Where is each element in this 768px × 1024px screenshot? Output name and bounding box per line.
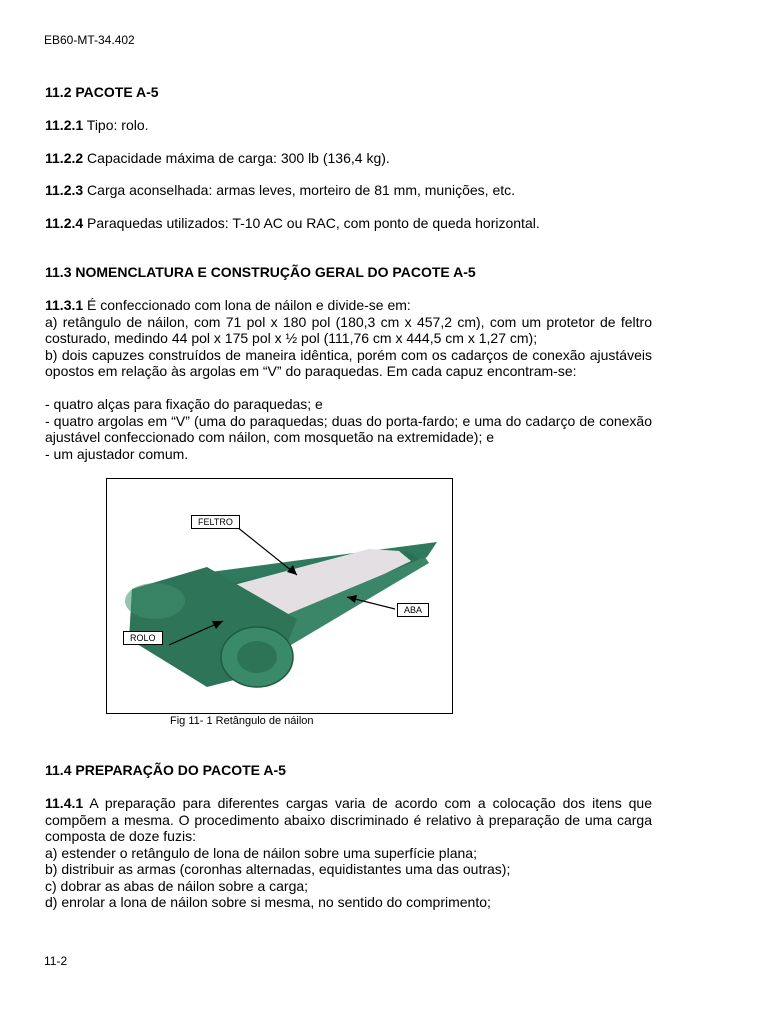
paragraph-11-4-1 [45,795,652,845]
bullet-3: - um ajustador comum. [45,445,189,462]
paragraph-text: Carga aconselhada: armas leves, morteiro de 81 mm, munições, etc. [83,182,516,198]
step-d: d) enrolar a lona de náilon sobre si mesma, no sentido do comprimento; [45,894,491,910]
paragraph-text: A preparação para diferentes cargas varia de acordo com a colocação dos itens que compõem a mesma. O procedimento abaixo discriminado é relativo à preparação de uma carga composta de doze fuzis: [45,795,652,844]
bullet-2: - quatro argolas em “V” (uma do paraquedas; duas do porta-fardo; e uma do cadarço de conexão ajustável confeccionado com náilon, com mosquetão na extremidade); e [45,412,652,445]
step-c: c) dobrar as abas de náilon sobre a carga; [45,877,309,894]
paragraph-number: 11.3.1 [45,297,84,313]
page-number: 11-2 [44,954,68,968]
roll-core [237,641,277,673]
figure-nylon-rectangle [106,478,453,714]
paragraph-text: É confeccionado com lona de náilon e divide-se em: [83,297,411,313]
step-a: a) estender o retângulo de lona de náilon sobre uma superfície plana; [45,844,477,861]
section-11-3-title: 11.3 NOMENCLATURA E CONSTRUÇÃO GERAL DO PACOTE A-5 [45,264,476,280]
nylon-roll-illustration [107,479,452,713]
document-code: EB60-MT-34.402 [44,33,135,47]
paragraph-text: Paraquedas utilizados: T-10 AC ou RAC, com ponto de queda horizontal. [83,215,540,231]
paragraph-text: Capacidade máxima de carga: 300 lb (136,4 kg). [83,150,390,166]
paragraph-number: 11.2.1 [45,117,84,133]
figure-caption: Fig 11- 1 Retângulo de náilon [170,715,314,727]
paragraph-11-3-1 [45,297,652,314]
section-11-4-title: 11.4 PREPARAÇÃO DO PACOTE A-5 [45,762,286,778]
step-b: b) distribuir as armas (coronhas alternadas, equidistantes uma das outras); [45,861,511,877]
item-b: b) dois capuzes construídos de maneira idêntica, porém com os cadarços de conexão ajustáveis opostos em relação às argolas em “V” do paraquedas. Em cada capuz encontram-se: [45,346,652,379]
item-a: a) retângulo de náilon, com 71 pol x 180 pol (180,3 cm x 457,2 cm), com um protetor de feltro costurado, medindo 44 pol x 175 pol x ½ pol (111,76 cm x 444,5 cm x 1,27 cm); [45,313,652,346]
label-aba: ABA [397,603,429,617]
paragraph-11-2-1 [45,117,652,134]
paragraph-number: 11.2.4 [45,215,84,231]
paragraph-number: 11.2.2 [45,150,84,166]
label-rolo: ROLO [123,631,163,645]
section-11-2-title: 11.2 PACOTE A-5 [45,84,159,100]
paragraph-number: 11.2.3 [45,182,84,198]
bullet-1: - quatro alças para fixação do paraquedas; e [45,396,323,412]
paragraph-11-2-4 [45,215,652,232]
paragraph-number: 11.4.1 [45,795,84,811]
label-feltro: FELTRO [191,515,240,529]
paragraph-11-2-2 [45,150,652,167]
roll-highlight [125,583,185,619]
paragraph-11-2-3 [45,182,652,199]
paragraph-text: Tipo: rolo. [83,117,149,133]
